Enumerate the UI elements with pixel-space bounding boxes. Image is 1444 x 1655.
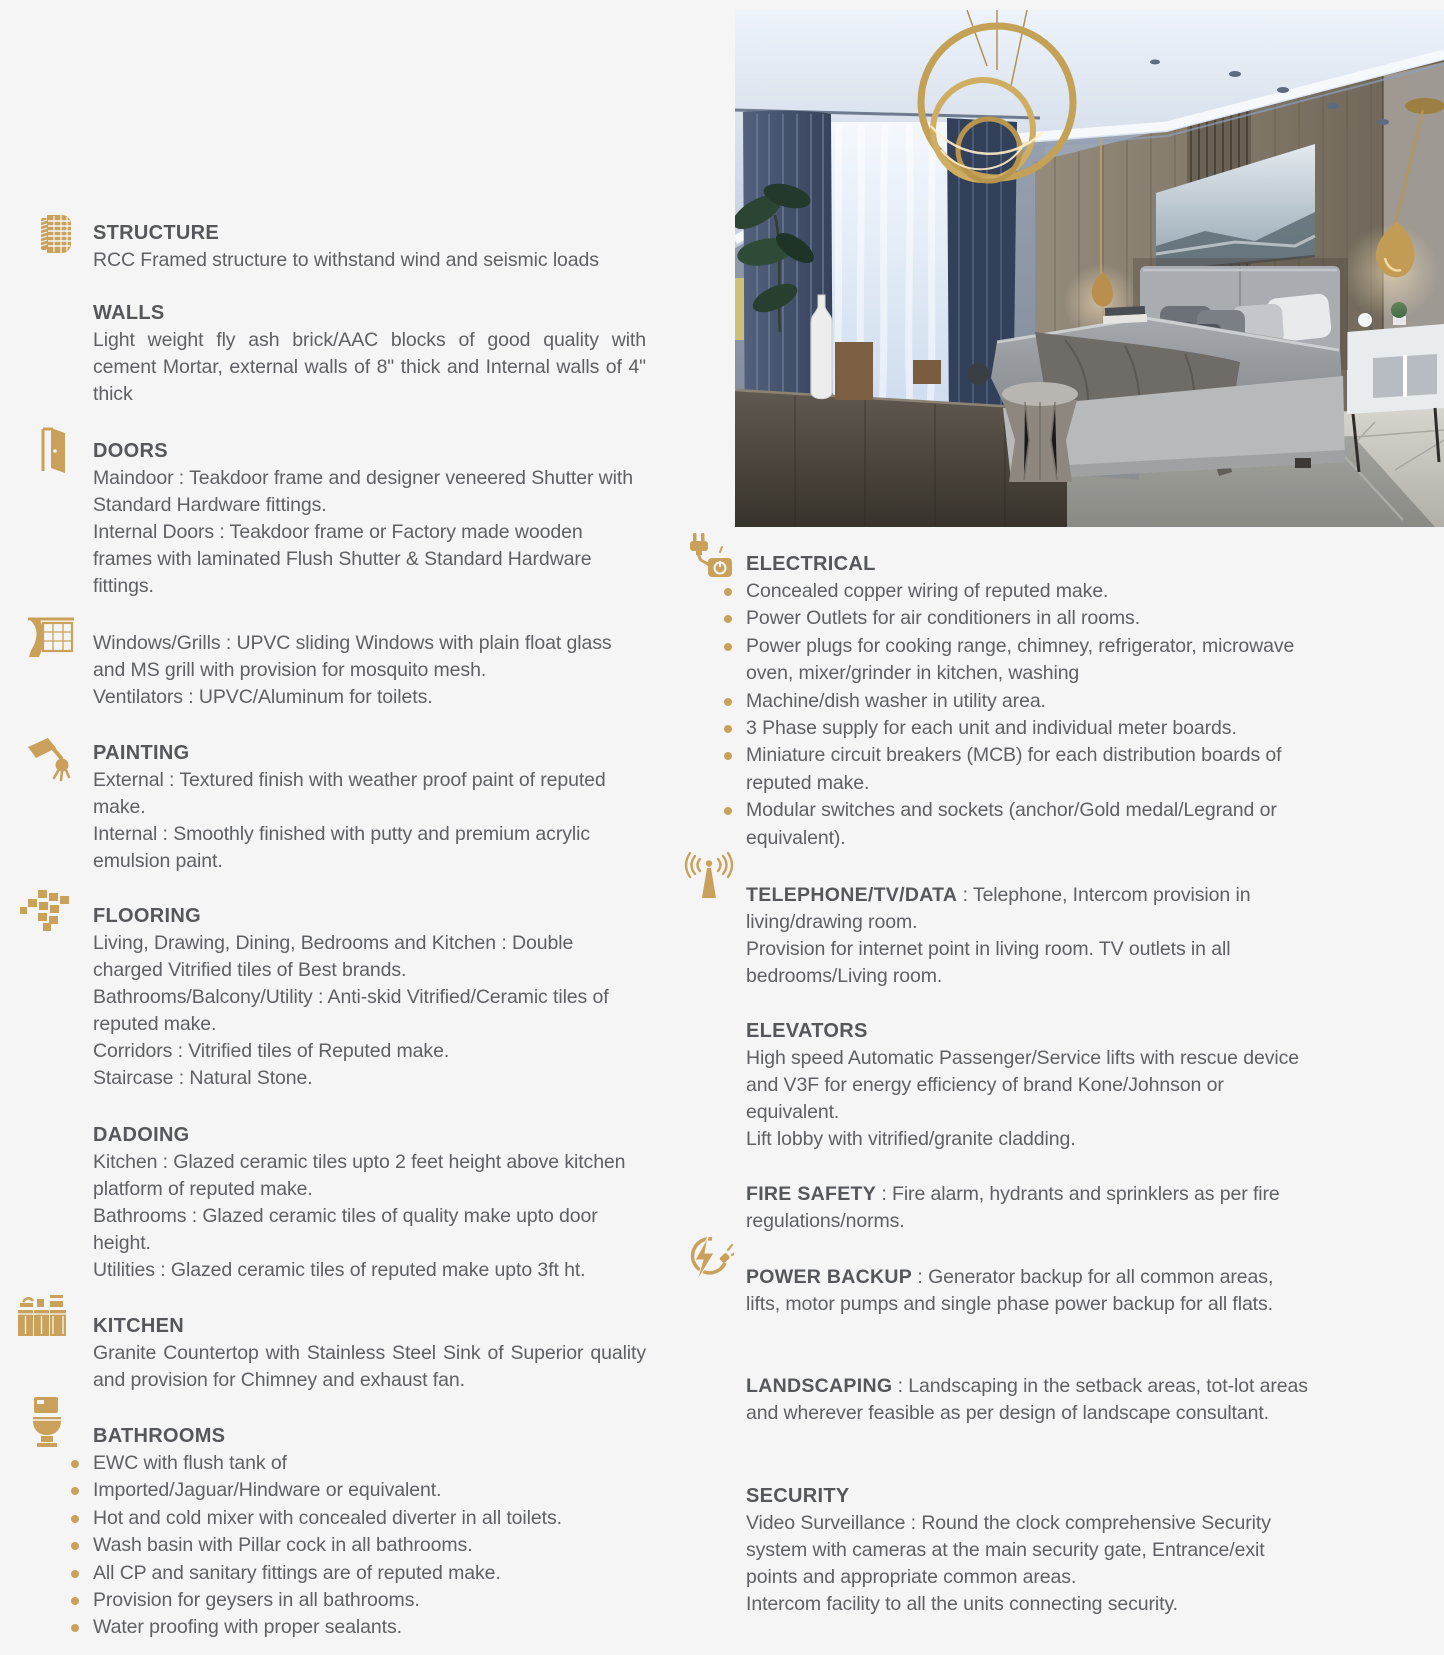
section-walls	[93, 300, 646, 408]
section-structure	[93, 220, 646, 274]
list-item: Power Outlets for air conditioners in all rooms.	[746, 605, 1312, 632]
fire-safety-heading: FIRE SAFETY	[746, 1183, 877, 1205]
security-heading: SECURITY	[746, 1485, 850, 1507]
dadoing-bathrooms-text: Bathrooms : Glazed ceramic tiles of quality make upto door height.	[93, 1205, 598, 1254]
building-icon	[34, 210, 78, 258]
toilet-icon	[28, 1396, 66, 1448]
kitchen-counter-icon	[16, 1292, 68, 1338]
elevators-lobby-text: Lift lobby with vitrified/granite cladding.	[746, 1128, 1076, 1150]
antenna-icon	[684, 852, 734, 900]
doors-text-internal: Internal Doors : Teakdoor frame or Factory made wooden frames with laminated Flush Shutter & Standard Hardware fittings.	[93, 521, 592, 597]
telephone-lead-text	[746, 882, 1312, 936]
dadoing-utilities-text: Utilities : Glazed ceramic tiles of reputed make upto 3ft ht.	[93, 1259, 586, 1281]
bathrooms-list	[93, 1450, 646, 1642]
security-intercom-text: Intercom facility to all the units connecting security.	[746, 1593, 1179, 1615]
section-telephone-tv-data	[746, 882, 1312, 990]
bathrooms-heading: BATHROOMS	[93, 1425, 226, 1447]
telephone-heading: TELEPHONE/TV/DATA	[746, 884, 958, 906]
list-item: Provision for geysers in all bathrooms.	[93, 1587, 646, 1614]
section-bathrooms	[93, 1423, 646, 1642]
flooring-staircase-text: Staircase : Natural Stone.	[93, 1067, 313, 1089]
electrical-list	[746, 578, 1312, 852]
power-plug-icon	[686, 532, 736, 578]
list-item: Imported/Jaguar/Hindware or equivalent.	[93, 1477, 646, 1504]
power-backup-heading: POWER BACKUP	[746, 1266, 913, 1288]
telephone-after-text: : Telephone, Intercom provision in living/drawing room.	[746, 884, 1251, 933]
windows-text: Windows/Grills : UPVC sliding Windows with plain float glass and MS grill with provision for mosquito mesh.	[93, 632, 612, 681]
walls-text: Light weight fly ash brick/AAC blocks of good quality with cement Mortar, external walls of 8" thick and Internal walls of 4" thick	[93, 329, 646, 405]
list-item: Power plugs for cooking range, chimney, refrigerator, microwave oven, mixer/grinder in kitchen, washing	[746, 633, 1312, 688]
power-backup-after-text: : Generator backup for all common areas, lifts, motor pumps and single phase power backup for all flats.	[746, 1266, 1274, 1315]
structure-heading: STRUCTURE	[93, 222, 220, 244]
section-landscaping	[746, 1373, 1312, 1427]
structure-text: RCC Framed structure to withstand wind and seismic loads	[93, 249, 599, 271]
kitchen-heading: KITCHEN	[93, 1315, 184, 1337]
list-item: Miniature circuit breakers (MCB) for each distribution boards of reputed make.	[746, 742, 1312, 797]
painting-internal-text: Internal : Smoothly finished with putty and premium acrylic emulsion paint.	[93, 823, 590, 872]
paint-trowel-icon	[26, 736, 72, 782]
door-icon	[36, 426, 70, 474]
elevators-heading: ELEVATORS	[746, 1020, 868, 1042]
dadoing-heading: DADOING	[93, 1124, 190, 1146]
list-item: Hot and cold mixer with concealed diverter in all toilets.	[93, 1505, 646, 1532]
section-flooring	[93, 903, 646, 1092]
list-item: All CP and sanitary fittings are of reputed make.	[93, 1560, 646, 1587]
electrical-heading: ELECTRICAL	[746, 553, 876, 575]
bedroom-render-graphic	[735, 10, 1444, 527]
section-painting	[93, 740, 646, 875]
section-windows	[93, 630, 646, 711]
ventilators-text: Ventilators : UPVC/Aluminum for toilets.	[93, 686, 433, 708]
flooring-corridors-text: Corridors : Vitrified tiles of Reputed make.	[93, 1040, 450, 1062]
section-fire-safety	[746, 1181, 1312, 1235]
section-doors	[93, 438, 646, 600]
section-security	[746, 1483, 1312, 1618]
landscaping-heading: LANDSCAPING	[746, 1375, 893, 1397]
list-item: Wash basin with Pillar cock in all bathrooms.	[93, 1532, 646, 1559]
landscaping-text	[746, 1373, 1312, 1427]
painting-external-text: External : Textured finish with weather proof paint of reputed make.	[93, 769, 606, 818]
kitchen-text: Granite Countertop with Stainless Steel Sink of Superior quality and provision for Chimney and exhaust fan.	[93, 1342, 646, 1391]
list-item: Modular switches and sockets (anchor/Gold medal/Legrand or equivalent).	[746, 797, 1312, 852]
power-backup-text	[746, 1264, 1312, 1318]
doors-text-maindoor: Maindoor : Teakdoor frame and designer veneered Shutter with Standard Hardware fittings.	[93, 467, 633, 516]
list-item: Water proofing with proper sealants.	[93, 1614, 646, 1641]
walls-heading: WALLS	[93, 302, 165, 324]
list-item: Machine/dish washer in utility area.	[746, 688, 1312, 715]
landscaping-after-text: : Landscaping in the setback areas, tot-lot areas and wherever feasible as per design of landscape consultant.	[746, 1375, 1308, 1424]
floor-tiles-icon	[20, 890, 74, 932]
list-item: EWC with flush tank of	[93, 1450, 646, 1477]
painting-heading: PAINTING	[93, 742, 190, 764]
section-power-backup	[746, 1264, 1312, 1318]
flooring-bathrooms-text: Bathrooms/Balcony/Utility : Anti-skid Vitrified/Ceramic tiles of reputed make.	[93, 986, 609, 1035]
window-curtain-icon	[26, 616, 76, 658]
section-elevators	[746, 1018, 1312, 1153]
flooring-living-text: Living, Drawing, Dining, Bedrooms and Kitchen : Double charged Vitrified tiles of Best brands.	[93, 932, 574, 981]
fire-safety-after-text: : Fire alarm, hydrants and sprinklers as per fire regulations/norms.	[746, 1183, 1280, 1232]
fire-safety-text	[746, 1181, 1312, 1235]
elevators-text: High speed Automatic Passenger/Service lifts with rescue device and V3F for energy efficiency of brand Kone/Johnson or equivalent.	[746, 1047, 1299, 1123]
section-kitchen	[93, 1313, 646, 1394]
section-dadoing	[93, 1122, 646, 1284]
security-surveillance-text: Video Surveillance : Round the clock comprehensive Security system with cameras at the main security gate, Entrance/exit points and appropriate common areas.	[746, 1512, 1271, 1588]
list-item: Concealed copper wiring of reputed make.	[746, 578, 1312, 605]
bedroom-photo	[735, 10, 1444, 527]
section-electrical	[746, 551, 1312, 852]
flooring-heading: FLOORING	[93, 905, 201, 927]
dadoing-kitchen-text: Kitchen : Glazed ceramic tiles upto 2 feet height above kitchen platform of reputed make.	[93, 1151, 626, 1200]
list-item: 3 Phase supply for each unit and individual meter boards.	[746, 715, 1312, 742]
telephone-provision-text: Provision for internet point in living room. TV outlets in all bedrooms/Living room.	[746, 938, 1231, 987]
generator-plug-icon	[678, 1234, 734, 1284]
doors-heading: DOORS	[93, 440, 168, 462]
